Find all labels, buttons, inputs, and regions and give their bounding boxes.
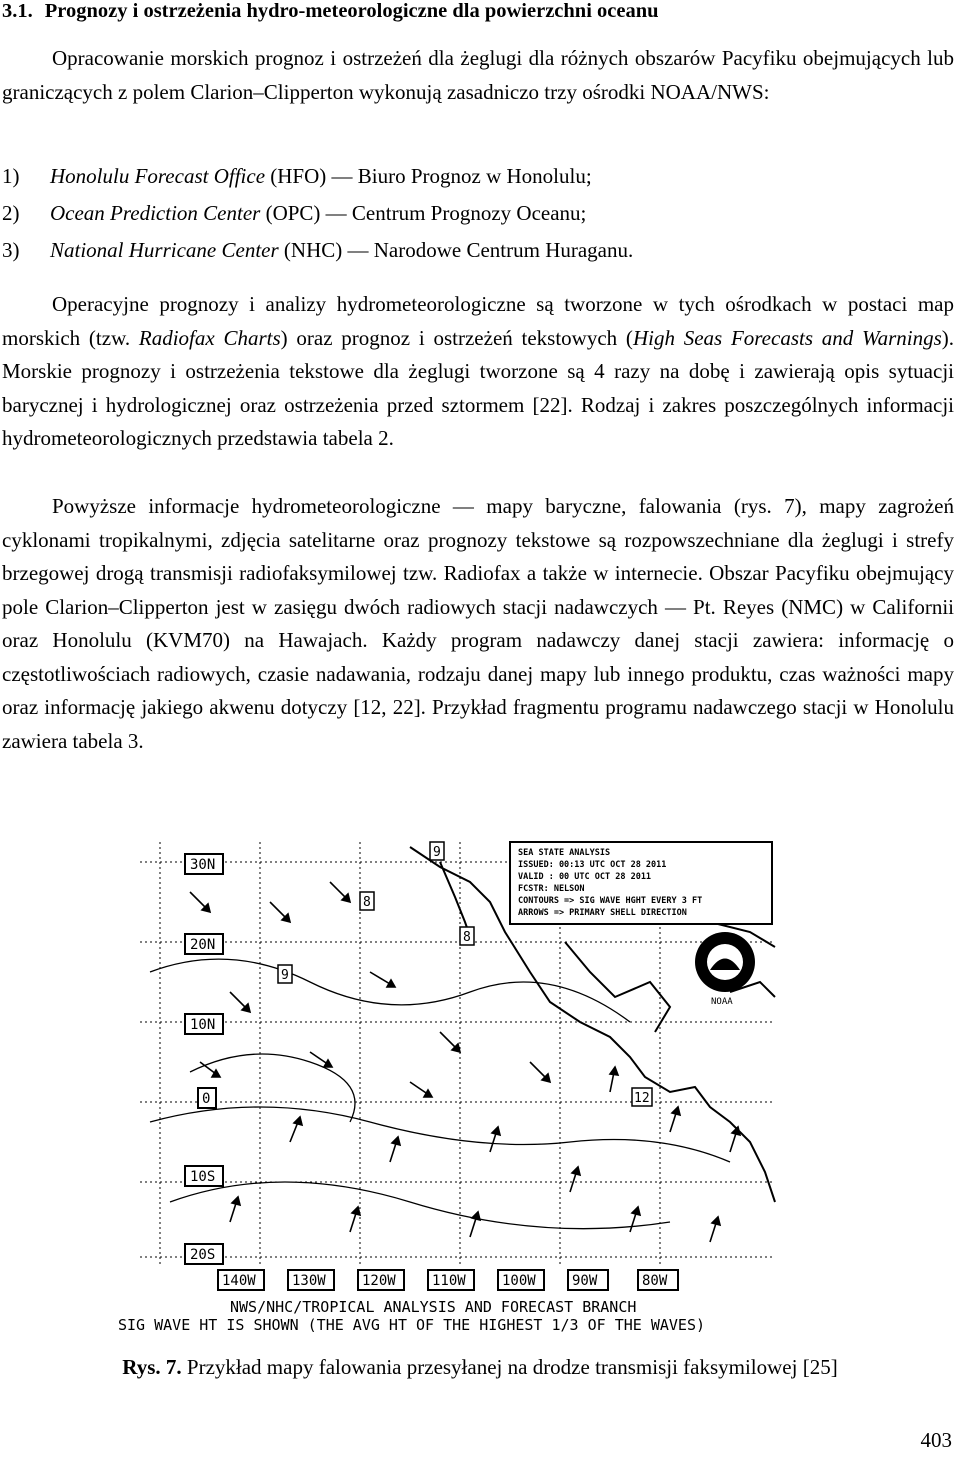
svg-text:NOAA: NOAA <box>711 997 733 1007</box>
lat-label: 10S <box>190 1169 216 1185</box>
lon-label: 80W <box>642 1273 668 1289</box>
paragraph-2: Operacyjne prognozy i analizy hydrometeorologiczne są tworzone w tych ośrodkach w postaci map morskich (tzw. Radiofax Charts) oraz prognoz i ostrzeżeń tekstowych (High Seas Forecasts and Warnings). Morskie prognozy i ostrzeżenia tekstowe dla żeglugi tworzone są 4 razy na dobę i zawierają opis sytuacji barycznej i hydrologicznej oraz ostrzeżenia przed sztormem [22]. Rodzaj i zakres poszczególnych informacji hydrometeorologicznych przedstawia tabela 2. <box>2 292 955 450</box>
caption-label: Rys. 7. <box>122 1355 182 1379</box>
svg-text:ARROWS => PRIMARY SHELL DIRE: ARROWS => PRIMARY SHELL DIRECTION <box>518 908 687 918</box>
lat-label: 20S <box>190 1247 216 1263</box>
intro-paragraph <box>2 42 954 109</box>
section-heading <box>2 0 659 23</box>
paragraph-3: Powyższe informacje hydrometeorologiczne — mapy baryczne, falowania (rys. 7), mapy zagrożeń cyklonami tropikalnymi, zdjęcia satelitarne oraz prognozy tekstowe są rozpowszechniane dla żeglugi i strefy brzegowej drogą transmisji radiofaksymilowej tzw. Radiofax a także w internecie. Obszar Pacyfiku obejmujący pole Clarion–Clipperton jest w zasięgu dwóch radiowych stacji nadawczych — Pt. Reyes (NMC) w Californii oraz Honolulu (KVM70) na Hawajach. Każdy program nadawczy danej stacji zawiera: informację o częstotliwościach radiowych, czasie nadawania, rodzaju danej mapy lub innego produktu, czas ważności mapy oraz informację jakiego akwenu dotyczy [12, 22]. Przykład fragmentu programu nadawczego stacji w Honolulu zawiera tabela 3. <box>2 494 954 753</box>
caption-text: Przykład mapy falowania przesyłanej na drodze transmisji faksymilowej [25] <box>186 1355 838 1379</box>
lat-label: 10N <box>190 1017 216 1033</box>
svg-text:SEA STATE ANALYSIS: SEA STATE ANALYSIS <box>518 848 611 858</box>
figure-caption <box>0 1355 960 1380</box>
svg-text:ISSUED: 00:13 UTC OCT 28 2011: ISSUED: 00:13 UTC OCT 28 2011 <box>518 860 667 870</box>
lon-label: 140W <box>222 1273 256 1289</box>
centers-list <box>2 158 633 269</box>
wave-height: 9 <box>281 968 289 983</box>
lat-label: 0 <box>202 1091 211 1107</box>
lon-label: 120W <box>362 1273 396 1289</box>
lon-label: 90W <box>572 1273 598 1289</box>
wave-height: 9 <box>433 845 441 860</box>
intro-text: Opracowanie morskich prognoz i ostrzeżeń dla żeglugi dla różnych obszarów Pacyfiku obejmujących lub graniczących z polem Clarion–Clipperton wykonują zasadniczo trzy ośrodki NOAA/NWS: <box>2 46 954 104</box>
list-item: 2) Ocean Prediction Center (OPC) — Centrum Prognozy Oceanu; <box>2 201 587 225</box>
page-number: 403 <box>920 1428 952 1452</box>
map-image <box>110 822 790 1342</box>
lon-label: 100W <box>502 1273 536 1289</box>
wave-analysis-map <box>110 822 790 1342</box>
lon-label: 130W <box>292 1273 326 1289</box>
lat-label: 20N <box>190 937 216 953</box>
longitude-labels <box>218 1270 678 1290</box>
section-number: 3.1. <box>2 0 33 22</box>
svg-text:FCSTR: NELSON: FCSTR: NELSON <box>518 884 585 894</box>
wave-height: 12 <box>634 1091 650 1106</box>
list-item: 1) Honolulu Forecast Office (HFO) — Biuro Prognoz w Honolulu; <box>2 164 592 188</box>
svg-text:CONTOURS => SIG WAVE HGHT EVER: CONTOURS => SIG WAVE HGHT EVERY 3 FT <box>518 896 703 906</box>
section-title: Prognozy i ostrzeżenia hydro-meteorologiczne dla powierzchni oceanu <box>44 0 659 22</box>
lon-label: 110W <box>432 1273 466 1289</box>
map-footer-line-2: SIG WAVE HT IS SHOWN (THE AVG HT OF THE HIGHEST 1/3 OF THE WAVES) <box>118 1316 705 1334</box>
lat-label: 30N <box>190 857 216 873</box>
list-item: 3) National Hurricane Center (NHC) — Narodowe Centrum Huraganu. <box>2 238 634 262</box>
svg-text:VALID : 00 UTC OCT 28 2011: VALID : 00 UTC OCT 28 2011 <box>518 872 652 882</box>
map-legend <box>510 842 772 924</box>
wave-height: 8 <box>363 895 371 910</box>
map-footer-line-1: NWS/NHC/TROPICAL ANALYSIS AND FORECAST BRANCH <box>230 1298 637 1316</box>
wave-height: 8 <box>463 930 471 945</box>
